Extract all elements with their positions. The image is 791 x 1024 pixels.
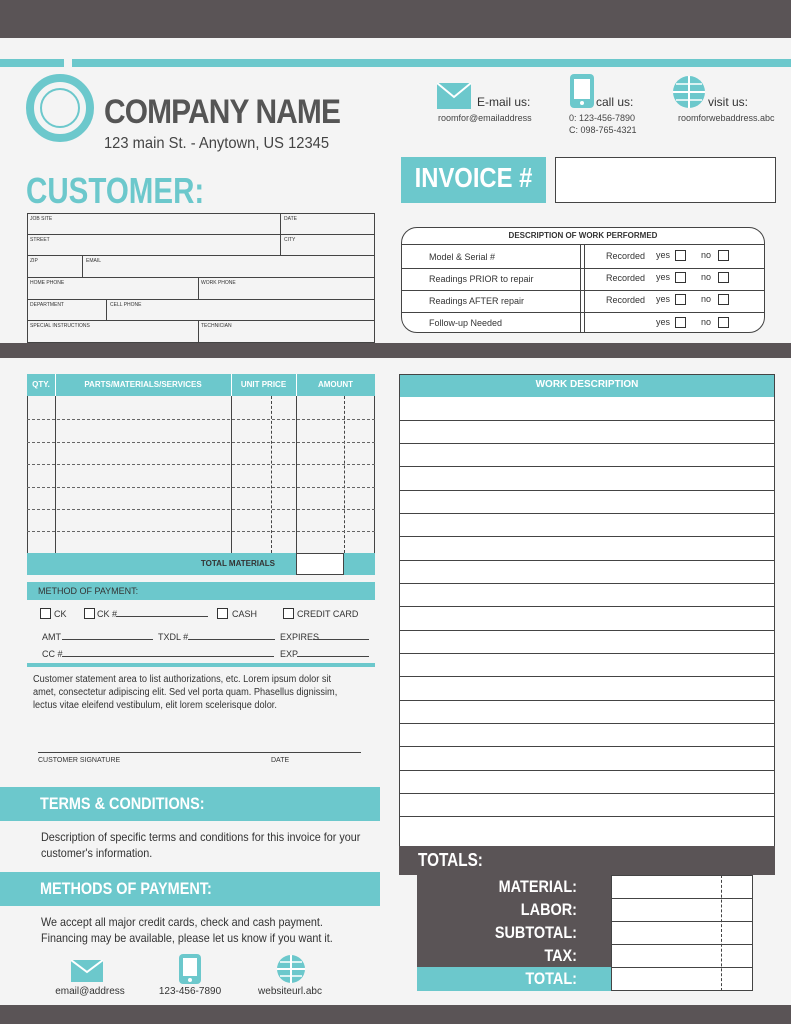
ck-checkbox[interactable] — [40, 608, 51, 619]
yes-label: yes — [656, 250, 671, 260]
yes-checkbox[interactable] — [675, 317, 686, 328]
job-site-label: JOB SITE — [30, 216, 53, 222]
technician-label: TECHNICIAN — [201, 323, 232, 329]
no-checkbox[interactable] — [718, 250, 729, 261]
recorded-label: Recorded — [606, 295, 646, 305]
expires-label: EXPIRES — [280, 632, 320, 642]
no-checkbox[interactable] — [718, 272, 729, 283]
exp-label: EXP — [280, 649, 299, 659]
bottom-bar — [0, 1005, 791, 1024]
work-line — [400, 583, 774, 584]
yes-label: yes — [656, 272, 671, 282]
credit-card-checkbox[interactable] — [283, 608, 294, 619]
work-row-label: Model & Serial # — [429, 252, 496, 262]
work-phone-label: WORK PHONE — [201, 280, 236, 286]
material-label: MATERIAL: — [498, 877, 577, 896]
envelope-icon — [437, 83, 471, 109]
totals-values-grid[interactable] — [611, 875, 753, 991]
email-value[interactable]: roomfor@emailaddress — [438, 113, 532, 123]
no-checkbox[interactable] — [718, 294, 729, 305]
work-performed-title: DESCRIPTION OF WORK PERFORMED — [508, 231, 658, 240]
exp-line[interactable] — [297, 656, 369, 657]
header-accent-line — [0, 59, 64, 67]
no-label: no — [701, 250, 712, 260]
qty-header: QTY. — [32, 380, 50, 389]
divider — [611, 967, 753, 968]
yes-checkbox[interactable] — [675, 250, 686, 261]
customer-statement: Customer statement area to list authorizations, etc. Lorem ipsum dolor sit amet, consectetur adipiscing elit. Sed vel porta quam. Phasellus dignissim, lectus vitae eleifend vestibulum, elit lorem scelerisque dolor. — [33, 674, 338, 711]
divider — [401, 244, 765, 245]
divider — [401, 312, 765, 313]
work-line — [400, 653, 774, 654]
top-bar — [0, 0, 791, 38]
globe-icon — [276, 954, 306, 984]
work-description-box[interactable] — [399, 374, 775, 847]
job-site-field[interactable] — [28, 214, 281, 234]
footer-phone[interactable]: 123-456-7890 — [158, 986, 222, 997]
street-field[interactable] — [28, 235, 281, 255]
work-line — [400, 746, 774, 747]
payment-method-title: METHOD OF PAYMENT: — [38, 586, 139, 596]
work-row-label: Readings AFTER repair — [429, 296, 525, 306]
work-line — [400, 676, 774, 677]
work-line — [400, 443, 774, 444]
terms-title: TERMS & CONDITIONS: — [40, 794, 205, 813]
work-row-label: Follow-up Needed — [429, 318, 503, 328]
work-line — [400, 536, 774, 537]
customer-info-grid — [27, 213, 375, 343]
work-line — [400, 770, 774, 771]
envelope-icon — [71, 960, 103, 986]
divider — [580, 244, 581, 333]
recorded-label: Recorded — [606, 251, 646, 261]
work-row-label: Readings PRIOR to repair — [429, 274, 534, 284]
street-label: STREET — [30, 237, 50, 243]
footer-email[interactable]: email@address — [55, 986, 125, 997]
total-materials-field[interactable] — [296, 553, 344, 575]
signature-line[interactable] — [38, 752, 361, 753]
recorded-label: Recorded — [606, 273, 646, 283]
invoice-number-field[interactable] — [555, 157, 776, 203]
header-accent-line — [72, 59, 791, 67]
table-row — [27, 419, 375, 420]
ck-label: CK — [54, 609, 67, 619]
totals-title: TOTALS: — [418, 850, 483, 870]
email-label: E-mail us: — [477, 95, 531, 109]
txdl-line[interactable] — [188, 639, 275, 640]
invoice-label: INVOICE # — [414, 162, 533, 193]
phone-icon — [570, 74, 594, 108]
work-line — [400, 793, 774, 794]
web-label: visit us: — [708, 95, 749, 109]
cash-label: CASH — [232, 609, 258, 619]
signature-date-label: DATE — [271, 757, 290, 764]
parts-header: PARTS/MATERIALS/SERVICES — [84, 380, 202, 389]
total-label: TOTAL: — [525, 969, 577, 988]
work-line — [400, 606, 774, 607]
divider — [55, 374, 56, 396]
amt-label: AMT — [42, 632, 61, 642]
table-row — [27, 509, 375, 510]
no-label: no — [701, 294, 712, 304]
divider — [611, 921, 753, 922]
work-line — [400, 513, 774, 514]
terms-text: Description of specific terms and conditions for this invoice for your customer's information. — [41, 830, 361, 860]
cash-checkbox[interactable] — [217, 608, 228, 619]
customer-title: CUSTOMER: — [26, 170, 205, 211]
divider — [401, 290, 765, 291]
accent-line — [27, 663, 375, 667]
date-label: DATE — [284, 216, 297, 222]
table-row — [27, 464, 375, 465]
work-line — [400, 630, 774, 631]
work-line — [400, 420, 774, 421]
company-address: 123 main St. - Anytown, US 12345 — [104, 135, 330, 152]
work-line — [400, 723, 774, 724]
city-label: CITY — [284, 237, 296, 243]
divider — [231, 374, 232, 396]
divider — [401, 268, 765, 269]
yes-label: yes — [656, 294, 671, 304]
ck-num-line[interactable] — [116, 616, 208, 617]
ck-num-checkbox[interactable] — [84, 608, 95, 619]
divider — [611, 898, 753, 899]
phone-line1: 0: 123-456-7890 — [569, 113, 636, 123]
txdl-label: TXDL # — [158, 632, 189, 642]
phone-label: call us: — [596, 95, 634, 109]
logo-icon-inner — [40, 88, 80, 128]
no-checkbox[interactable] — [718, 317, 729, 328]
subtotal-label: SUBTOTAL: — [494, 923, 577, 942]
methods-text: We accept all major credit cards, check and cash payment. Financing may be available, please let us know if you want it. — [41, 915, 333, 945]
company-name: COMPANY NAME — [104, 93, 341, 131]
divider — [611, 944, 753, 945]
no-label: no — [701, 272, 712, 282]
special-instructions-label: SPECIAL INSTRUCTIONS — [30, 323, 90, 329]
zip-label: ZIP — [30, 258, 38, 264]
signature-label: CUSTOMER SIGNATURE — [38, 757, 121, 764]
divider — [721, 875, 722, 991]
table-row — [27, 531, 375, 532]
table-row — [27, 487, 375, 488]
total-materials-label: TOTAL MATERIALS — [200, 559, 275, 568]
unit-price-header: UNIT PRICE — [240, 380, 287, 389]
cell-phone-label: CELL PHONE — [110, 302, 142, 308]
home-phone-label: HOME PHONE — [30, 280, 65, 286]
methods-title: METHODS OF PAYMENT: — [40, 879, 212, 898]
table-row — [27, 442, 375, 443]
cc-line[interactable] — [62, 656, 274, 657]
no-label: no — [701, 317, 712, 327]
expires-line[interactable] — [313, 639, 369, 640]
yes-label: yes — [656, 317, 671, 327]
work-description-title: WORK DESCRIPTION — [535, 379, 639, 390]
labor-label: LABOR: — [520, 900, 577, 919]
credit-card-label: CREDIT CARD — [297, 609, 359, 619]
cc-label: CC # — [42, 649, 63, 659]
ck-num-label: CK # — [97, 609, 118, 619]
work-line — [400, 490, 774, 491]
yes-checkbox[interactable] — [675, 272, 686, 283]
phone-icon — [179, 954, 201, 984]
divider — [584, 244, 585, 333]
work-line — [400, 700, 774, 701]
web-value[interactable]: roomforwebaddress.abc — [678, 113, 775, 123]
phone-line2: C: 098-765-4321 — [569, 125, 637, 135]
work-line — [400, 560, 774, 561]
globe-icon — [672, 75, 706, 109]
department-label: DEPARTMENT — [30, 302, 64, 308]
email-field-label: EMAIL — [86, 258, 102, 264]
work-line — [400, 816, 774, 817]
footer-website[interactable]: websiteurl.abc — [258, 986, 322, 997]
section-divider-bar — [0, 343, 791, 358]
amount-header: AMOUNT — [317, 380, 354, 389]
yes-checkbox[interactable] — [675, 294, 686, 305]
work-line — [400, 466, 774, 467]
divider — [296, 374, 297, 396]
amt-line[interactable] — [62, 639, 153, 640]
tax-label: TAX: — [544, 946, 577, 965]
